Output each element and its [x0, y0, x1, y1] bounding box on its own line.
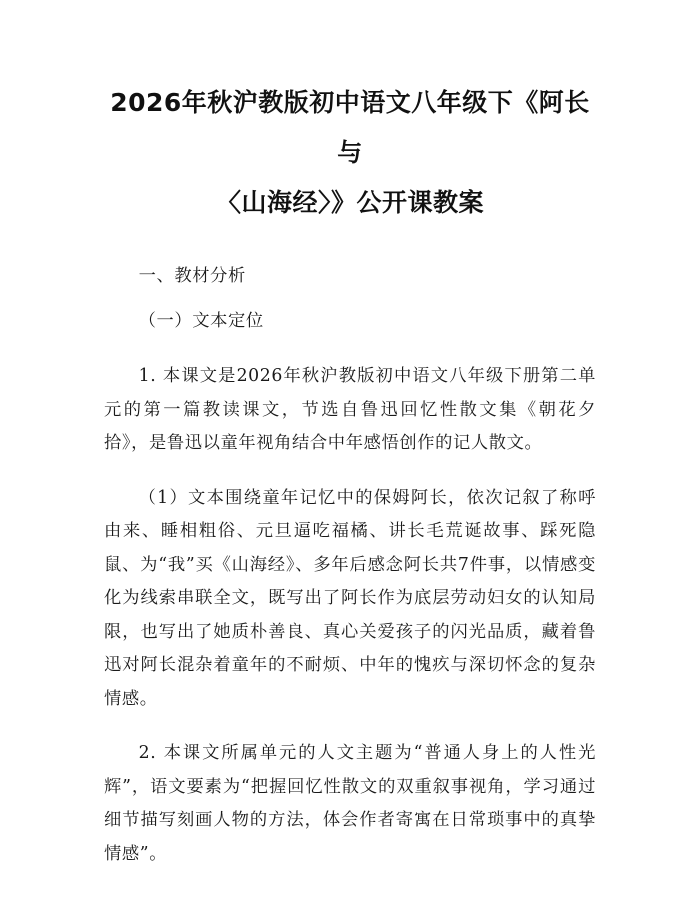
subsection-heading-text-positioning: （一）文本定位 [138, 310, 264, 331]
paragraph-unit-theme: 2. 本课文所属单元的人文主题为“普通人身上的人性光辉”，语文要素为“把握回忆性散文的双重叙事视角，学习通过细节描写刻画人物的方法，体会作者寄寓在日常琐事中的真挚情感”。 [104, 743, 596, 864]
title-line-2: 〈山海经〉》公开课教案 [215, 188, 484, 217]
paragraph-text-positioning: 1. 本课文是2026年秋沪教版初中语文八年级下册第二单元的第一篇教读课文，节选自鲁迅回忆性散文集《朝花夕拾》，是鲁迅以童年视角结合中年感悟创作的记人散文。 [104, 366, 596, 453]
document-title [104, 78, 596, 228]
title-line-1: 2026年秋沪教版初中语文八年级下《阿长与 [110, 88, 590, 167]
paragraph-text-content: （1）文本围绕童年记忆中的保姆阿长，依次记叙了称呼由来、睡相粗俗、元旦逼吃福橘、讲长毛荒诞故事、踩死隐鼠、为“我”买《山海经》、多年后感念阿长共7件事，以情感变化为线索串联全文，既写出了阿长作为底层劳动妇女的认知局限，也写出了她质朴善良、真心关爱孩子的闪光品质，藏着鲁迅对阿长混杂着童年的不耐烦、中年的愧疚与深切怀念的复杂情感。 [104, 487, 596, 709]
section-heading-textbook-analysis: 一、教材分析 [138, 266, 246, 286]
